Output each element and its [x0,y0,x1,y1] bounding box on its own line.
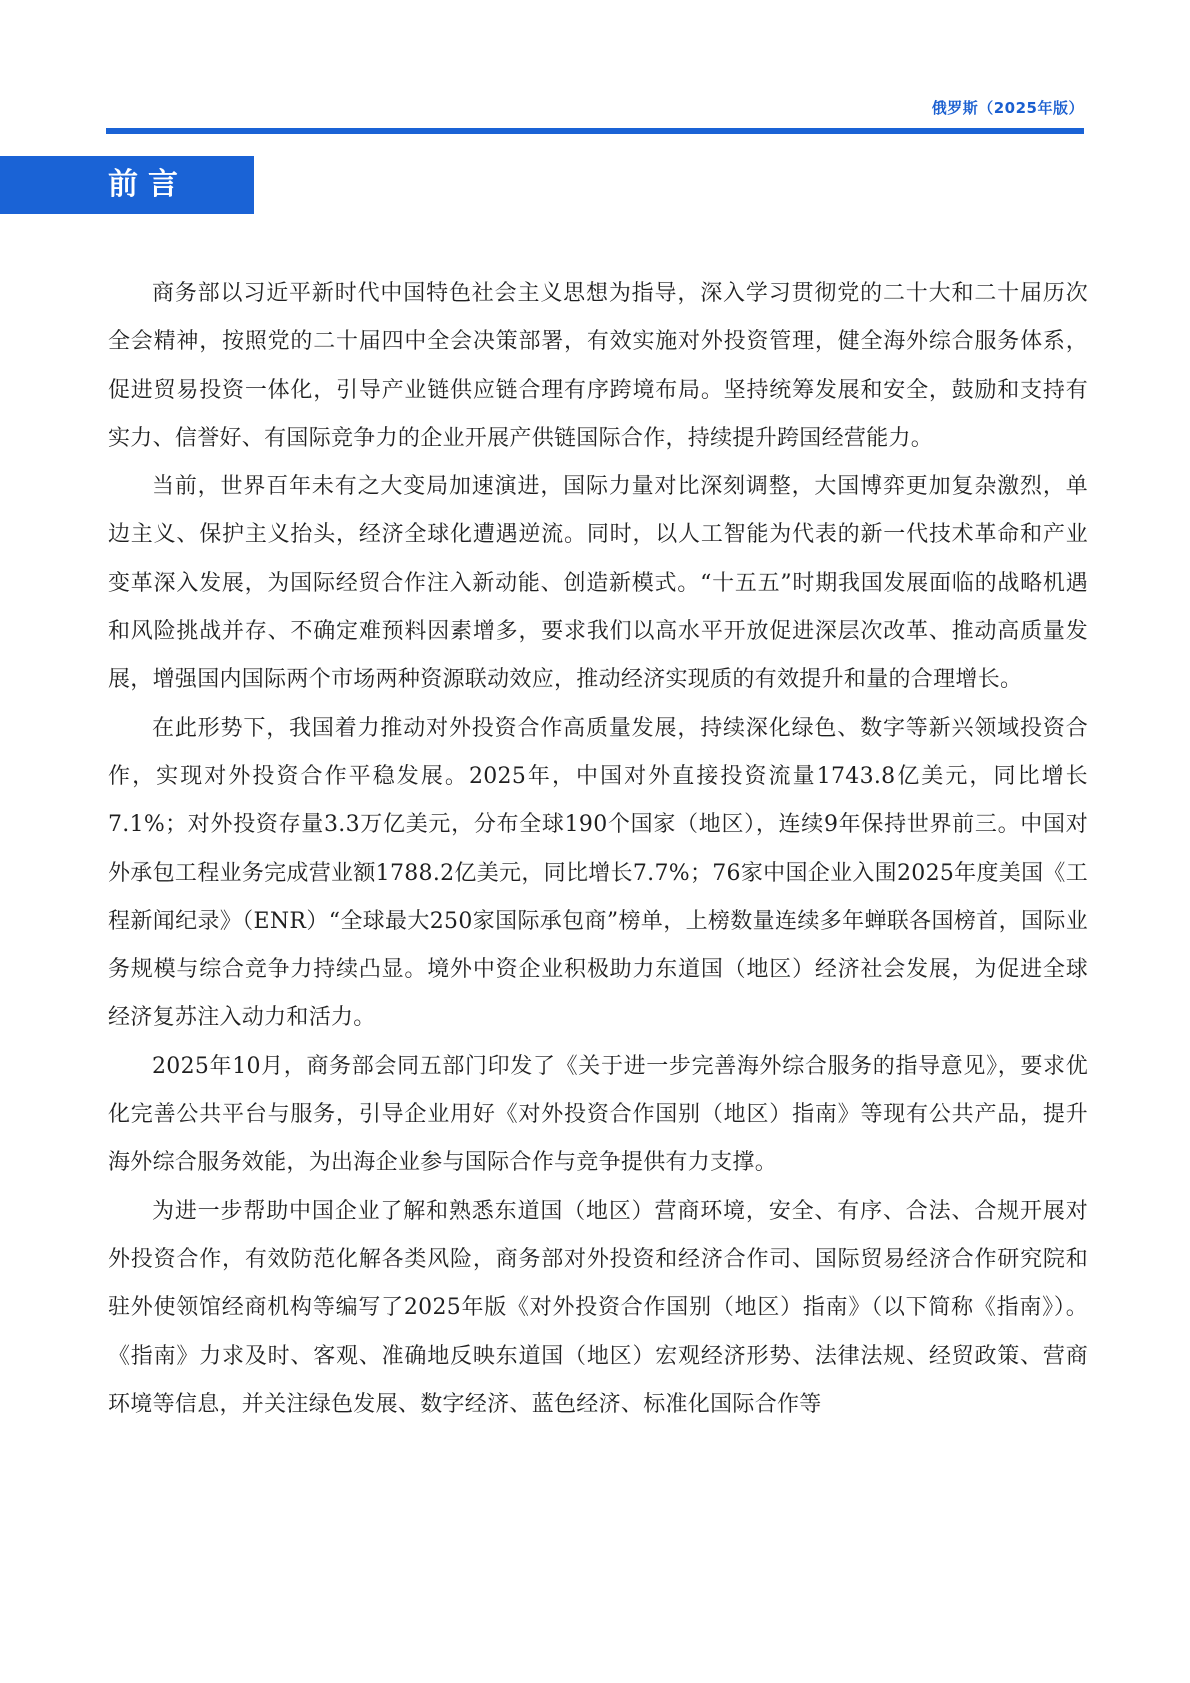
header-divider [106,128,1084,134]
paragraph: 2025年10月，商务部会同五部门印发了《关于进一步完善海外综合服务的指导意见》，要求优化完善公共平台与服务，引导企业用好《对外投资合作国别（地区）指南》等现有公共产品，提升海外综合服务效能，为出海企业参与国际合作与竞争提供有力支撑。 [108,1053,1088,1176]
section-title: 前言 [108,167,188,202]
paragraph: 商务部以习近平新时代中国特色社会主义思想为指导，深入学习贯彻党的二十大和二十届历次全会精神，按照党的二十届四中全会决策部署，有效实施对外投资管理，健全海外综合服务体系，促进贸易投资一体化，引导产业链供应链合理有序跨境布局。坚持统筹发展和安全，鼓励和支持有实力、信誉好、有国际竞争力的企业开展产供链国际合作，持续提升跨国经营能力。 [108,281,1088,451]
paragraph: 为进一步帮助中国企业了解和熟悉东道国（地区）营商环境，安全、有序、合法、合规开展对外投资合作，有效防范化解各类风险，商务部对外投资和经济合作司、国际贸易经济合作研究院和驻外使领馆经商机构等编写了2025年版《对外投资合作国别（地区）指南》（以下简称《指南》）。《指南》力求及时、客观、准确地反映东道国（地区）宏观经济形势、法律法规、经贸政策、营商环境等信息，并关注绿色发展、数字经济、蓝色经济、标准化国际合作等 [108,1198,1088,1417]
body-text [108,270,1088,1429]
paragraph: 当前，世界百年未有之大变局加速演进，国际力量对比深刻调整，大国博弈更加复杂激烈，单边主义、保护主义抬头，经济全球化遭遇逆流。同时，以人工智能为代表的新一代技术革命和产业变革深入发展，为国际经贸合作注入新动能、创造新模式。“十五五”时期我国发展面临的战略机遇和风险挑战并存、不确定难预料因素增多，要求我们以高水平开放促进深层次改革、推动高质量发展，增强国内国际两个市场两种资源联动效应，推动经济实现质的有效提升和量的合理增长。 [108,474,1088,693]
paragraph: 在此形势下，我国着力推动对外投资合作高质量发展，持续深化绿色、数字等新兴领域投资合作，实现对外投资合作平稳发展。2025年，中国对外直接投资流量1743.8亿美元，同比增长7.1%；对外投资存量3.3万亿美元，分布全球190个国家（地区），连续9年保持世界前三。中国对外承包工程业务完成营业额1788.2亿美元，同比增长7.7%；76家中国企业入围2025年度美国《工程新闻纪录》（ENR）“全球最大250家国际承包商”榜单，上榜数量连续多年蝉联各国榜首，国际业务规模与综合竞争力持续凸显。境外中资企业积极助力东道国（地区）经济社会发展，为促进全球经济复苏注入动力和活力。 [108,715,1088,1031]
running-header-title: 俄罗斯（2025年版） [931,99,1084,117]
